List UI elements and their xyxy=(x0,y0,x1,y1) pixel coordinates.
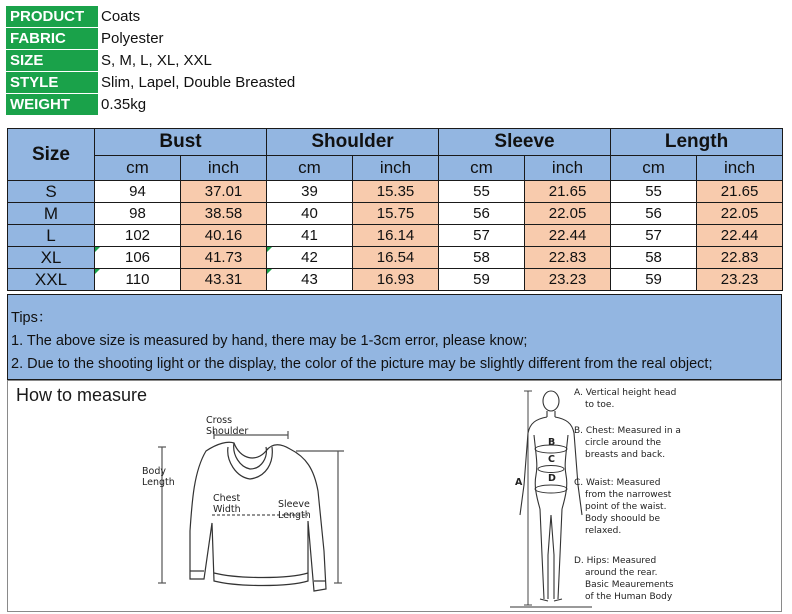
note-d: D. Hips: Measured around the rear. Basic Meaurements of the Human Body xyxy=(574,556,674,602)
inch-cell: 40.16 xyxy=(181,225,267,247)
cm-cell: 110 xyxy=(95,269,181,291)
body-letter-d: D xyxy=(548,473,556,484)
info-label: STYLE xyxy=(6,72,98,94)
cm-cell: 58 xyxy=(611,247,697,269)
inch-cell: 41.73 xyxy=(181,247,267,269)
label-body-length: Body Length xyxy=(142,466,175,488)
inch-cell: 38.58 xyxy=(181,203,267,225)
inch-cell: 43.31 xyxy=(181,269,267,291)
cm-cell: 57 xyxy=(611,225,697,247)
label-chest-width: Chest Width xyxy=(213,493,241,515)
size-cell: L xyxy=(8,225,95,247)
inch-cell: 22.05 xyxy=(697,203,783,225)
unit-header: inch xyxy=(181,156,267,181)
cell-corner-marker xyxy=(95,247,100,252)
info-row-style xyxy=(6,72,295,94)
cm-cell: 56 xyxy=(439,203,525,225)
size-cell: XXL xyxy=(8,269,95,291)
tips-title: Tips： xyxy=(11,310,53,326)
inch-cell: 16.93 xyxy=(353,269,439,291)
size-cell: S xyxy=(8,181,95,203)
tip-line-1: 1. The above size is measured by hand, there may be 1-3cm error, please know; xyxy=(11,333,528,349)
body-letter-b: B xyxy=(548,437,556,448)
size-header: Size xyxy=(8,129,95,181)
size-table-body xyxy=(8,181,783,291)
cell-corner-marker xyxy=(267,247,272,252)
how-to-measure-title: How to measure xyxy=(16,385,148,405)
unit-header: cm xyxy=(267,156,353,181)
inch-cell: 15.75 xyxy=(353,203,439,225)
body-letter-c: C xyxy=(548,454,555,465)
unit-header: cm xyxy=(611,156,697,181)
inch-cell: 22.05 xyxy=(525,203,611,225)
inch-cell: 21.65 xyxy=(525,181,611,203)
note-a: A. Vertical height head to toe. xyxy=(574,388,677,410)
cm-cell: 59 xyxy=(439,269,525,291)
size-cell: M xyxy=(8,203,95,225)
cm-cell: 56 xyxy=(611,203,697,225)
group-header-length: Length xyxy=(611,129,783,156)
inch-cell: 22.83 xyxy=(525,247,611,269)
size-table xyxy=(7,128,783,291)
unit-header: cm xyxy=(439,156,525,181)
inch-cell: 16.14 xyxy=(353,225,439,247)
how-to-measure-panel xyxy=(7,380,782,612)
product-info xyxy=(6,6,295,116)
inch-cell: 23.23 xyxy=(697,269,783,291)
cm-cell: 57 xyxy=(439,225,525,247)
unit-header: inch xyxy=(353,156,439,181)
info-row-weight xyxy=(6,94,295,116)
table-row xyxy=(8,247,783,269)
inch-cell: 22.83 xyxy=(697,247,783,269)
cm-cell: 40 xyxy=(267,203,353,225)
tips-box xyxy=(7,294,782,380)
cm-cell: 43 xyxy=(267,269,353,291)
info-label: WEIGHT xyxy=(6,94,98,116)
table-row xyxy=(8,203,783,225)
inch-cell: 22.44 xyxy=(525,225,611,247)
unit-header: cm xyxy=(95,156,181,181)
info-value: S, M, L, XL, XXL xyxy=(101,52,212,69)
label-cross-shoulder: Cross Shoulder xyxy=(206,415,249,437)
note-c: C. Waist: Measured from the narrowest point of the waist. Body shoould be relaxed. xyxy=(574,478,672,536)
inch-cell: 37.01 xyxy=(181,181,267,203)
table-row xyxy=(8,269,783,291)
group-header-bust: Bust xyxy=(95,129,267,156)
group-header-sleeve: Sleeve xyxy=(439,129,611,156)
label-sleeve-length: Sleeve Length xyxy=(278,499,311,521)
cm-cell: 94 xyxy=(95,181,181,203)
cm-cell: 55 xyxy=(611,181,697,203)
group-header-shoulder: Shoulder xyxy=(267,129,439,156)
inch-cell: 15.35 xyxy=(353,181,439,203)
cm-cell: 98 xyxy=(95,203,181,225)
table-row xyxy=(8,225,783,247)
info-label: PRODUCT xyxy=(6,6,98,28)
size-cell: XL xyxy=(8,247,95,269)
cell-corner-marker xyxy=(267,269,272,274)
cm-cell: 55 xyxy=(439,181,525,203)
cm-cell: 106 xyxy=(95,247,181,269)
cm-cell: 59 xyxy=(611,269,697,291)
inch-cell: 16.54 xyxy=(353,247,439,269)
cm-cell: 42 xyxy=(267,247,353,269)
cm-cell: 102 xyxy=(95,225,181,247)
cm-cell: 58 xyxy=(439,247,525,269)
table-row xyxy=(8,181,783,203)
info-value: 0.35kg xyxy=(101,96,147,113)
info-row-fabric xyxy=(6,28,295,50)
cm-cell: 39 xyxy=(267,181,353,203)
inch-cell: 21.65 xyxy=(697,181,783,203)
tip-line-2: 2. Due to the shooting light or the display, the color of the picture may be slightly different from the real object; xyxy=(11,356,713,372)
cm-cell: 41 xyxy=(267,225,353,247)
info-value: Slim, Lapel, Double Breasted xyxy=(101,74,296,91)
body-letter-a: A xyxy=(515,477,523,488)
note-b: B. Chest: Measured in a circle around the breasts and back. xyxy=(574,426,681,460)
info-value: Coats xyxy=(101,8,141,25)
info-label: FABRIC xyxy=(6,28,98,50)
unit-header: inch xyxy=(525,156,611,181)
unit-header: inch xyxy=(697,156,783,181)
info-row-product xyxy=(6,6,295,28)
info-value: Polyester xyxy=(101,30,164,47)
cell-corner-marker xyxy=(95,269,100,274)
info-label: SIZE xyxy=(6,50,98,72)
inch-cell: 23.23 xyxy=(525,269,611,291)
inch-cell: 22.44 xyxy=(697,225,783,247)
info-row-size xyxy=(6,50,295,72)
